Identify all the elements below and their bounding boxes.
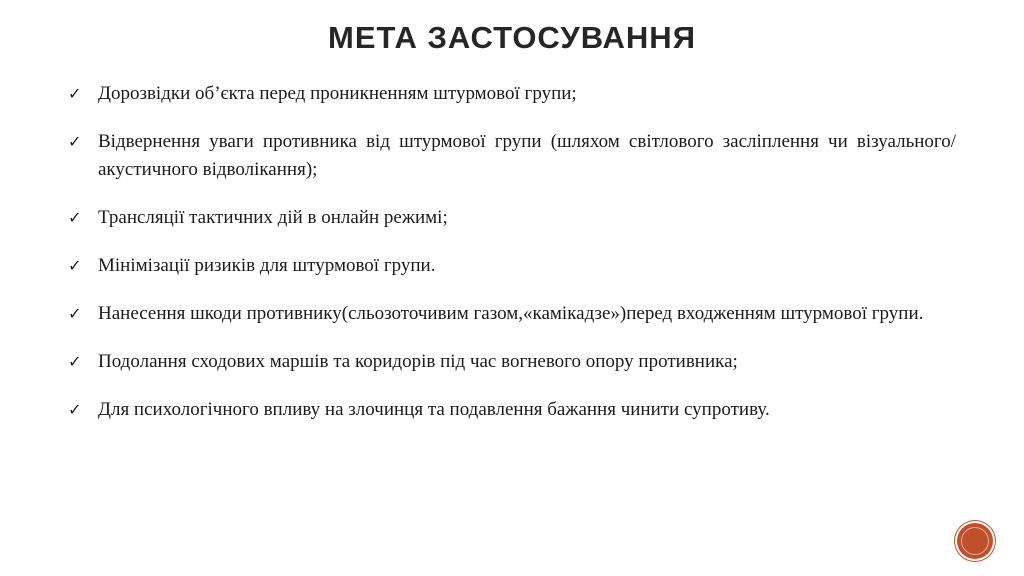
checkmark-icon: ✓ [68, 208, 82, 227]
list-item-text: Подолання сходових маршів та коридорів під час вогневого опору противника; [98, 351, 738, 372]
list-item [68, 252, 956, 280]
checkmark-icon: ✓ [68, 132, 82, 151]
list-item-text: Трансляції тактичних дій в онлайн режимі; [98, 207, 448, 228]
slide-number-badge-ring [961, 527, 989, 555]
checkmark-icon: ✓ [68, 352, 82, 371]
checkmark-icon: ✓ [68, 400, 82, 419]
list-item-text: Мінімізації ризиків для штурмової групи. [98, 255, 436, 276]
list-item [68, 128, 956, 184]
slide-title: МЕТА ЗАСТОСУВАННЯ [328, 20, 696, 55]
list-item [68, 348, 956, 376]
list-item [68, 204, 956, 232]
list-item [68, 396, 956, 424]
list-item-text: Дорозвідки об’єкта перед проникненням штурмової групи; [98, 83, 577, 104]
checkmark-icon: ✓ [68, 84, 82, 103]
bullet-list [68, 80, 956, 444]
list-item-text: Відвернення уваги противника від штурмової групи (шляхом світлового засліплення чи візуального/акустичного відволікання); [98, 131, 956, 180]
checkmark-icon: ✓ [68, 256, 82, 275]
slide-number-badge [957, 523, 993, 559]
checkmark-icon: ✓ [68, 304, 82, 323]
list-item-text: Для психологічного впливу на злочинця та подавлення бажання чинити супротиву. [98, 399, 770, 420]
list-item [68, 300, 956, 328]
list-item [68, 80, 956, 108]
list-item-text: Нанесення шкоди противнику(сльозоточивим газом,«камікадзе»)перед входженням штурмової групи. [98, 303, 924, 324]
